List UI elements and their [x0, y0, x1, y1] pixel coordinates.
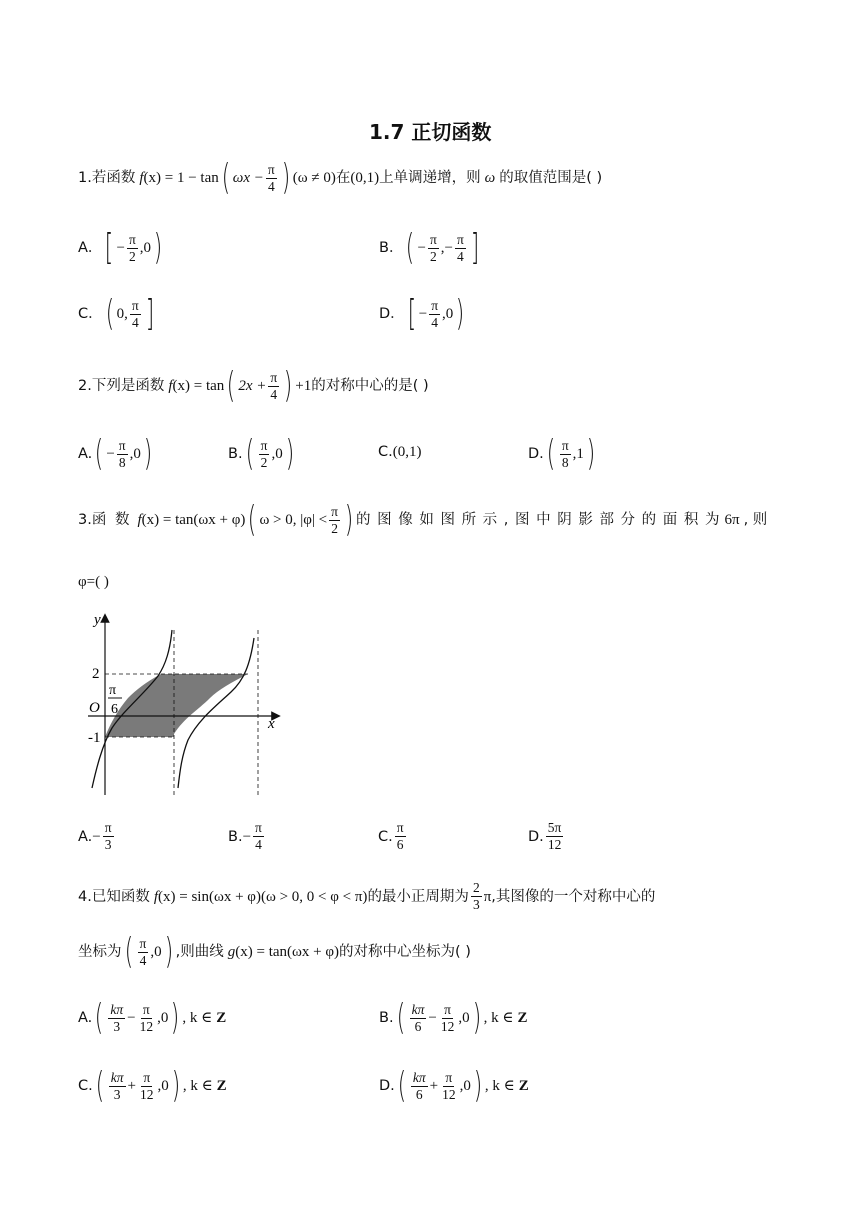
tick-label-neg1: -1 — [88, 730, 101, 746]
question-4-stem: 4. 已知函数 f (x) = sin(ωx + φ)(ω > 0, 0 < φ < π) 的最小正周期为 $\frac{2}{3}$ π ,其图像的一个对称中心的 — [78, 880, 656, 912]
question-1-option-d[interactable]: D． [ − $\frac{\pi}{4}$ ,0 ) — [379, 293, 465, 334]
question-4-option-d[interactable]: D. ( $\frac{k\pi}{6}$ + $\frac{\pi}{12}$ ,0 ) , k ∈ Z — [379, 1065, 529, 1106]
question-2-stem: 2. 下列是函数 f (x) = tan ( 2x + $\frac{\pi}{4}$ ) +1 的对称中心的是( ) — [78, 365, 429, 406]
tick-label-pi-den: 6 — [111, 702, 118, 717]
x-axis-label: x — [268, 716, 275, 732]
question-3-answer-line: φ=( ) — [78, 574, 109, 590]
question-4-stem-line2: 坐标为 ( $\frac{\pi}{4}$ ,0 ) ,则曲线 g (x) = tan(ωx + φ) 的对称中心坐标为( ) — [78, 931, 471, 972]
question-3-option-d[interactable]: D. $\frac{5\pi}{12}$ — [528, 820, 562, 852]
question-2-option-b[interactable]: B. ( $\frac{\pi}{2}$ ,0 ) — [228, 433, 294, 474]
question-3-option-c[interactable]: C. $\frac{\pi}{6}$ — [378, 820, 404, 852]
question-3-stem: 3. 函 数 f (x) = tan(ωx + φ) ( ω > 0, |φ| < $\frac{\pi}{2}$ ) 的 图 像 如 图 所 示 , 图 中 阴 影 部 分 的 面 积 为 6π , 则 — [78, 499, 768, 540]
origin-label: O — [89, 700, 100, 716]
tick-label-pi-num: π — [109, 683, 117, 698]
question-2-option-d[interactable]: D. ( $\frac{\pi}{8}$ ,1 ) — [528, 433, 596, 474]
question-1-option-c[interactable]: C． ( 0, $\frac{\pi}{4}$ ] — [78, 293, 154, 334]
question-4-option-c[interactable]: C. ( $\frac{k\pi}{3}$ + $\frac{\pi}{12}$ ,0 ) , k ∈ Z — [78, 1065, 227, 1106]
question-1-option-b[interactable]: B． ( − $\frac{\pi}{2}$ ,− $\frac{\pi}{4}$ ] — [379, 227, 480, 268]
question-1-option-a[interactable]: A． [ − $\frac{\pi}{2}$ ,0 ) — [78, 227, 163, 268]
tangent-graph — [86, 610, 286, 800]
question-4-option-b[interactable]: B. ( $\frac{k\pi}{6}$ − $\frac{\pi}{12}$ ,0 ) , k ∈ Z — [379, 997, 528, 1038]
page-title: 1.7 正切函数 — [369, 120, 492, 144]
shaded-region — [105, 674, 248, 737]
question-2-option-a[interactable]: A. ( − $\frac{\pi}{8}$ ,0 ) — [78, 433, 153, 474]
question-3-option-b[interactable]: B. − $\frac{\pi}{4}$ — [228, 820, 262, 852]
tick-label-2: 2 — [92, 666, 100, 682]
question-1-stem: 1. 若函数 f (x) = 1 − tan ( ωx − $\frac{\pi}{4}$ ) (ω ≠ 0) 在 (0,1) 上单调递增，则 ω 的取值范围是( ) — [78, 157, 603, 198]
question-2-option-c[interactable]: C. (0,1) — [378, 444, 422, 460]
y-axis-label: y — [94, 612, 101, 628]
question-4-option-a[interactable]: A. ( $\frac{k\pi}{3}$ − $\frac{\pi}{12}$ ,0 ) , k ∈ Z — [78, 997, 227, 1038]
question-3-option-a[interactable]: A. − $\frac{\pi}{3}$ — [78, 820, 112, 852]
